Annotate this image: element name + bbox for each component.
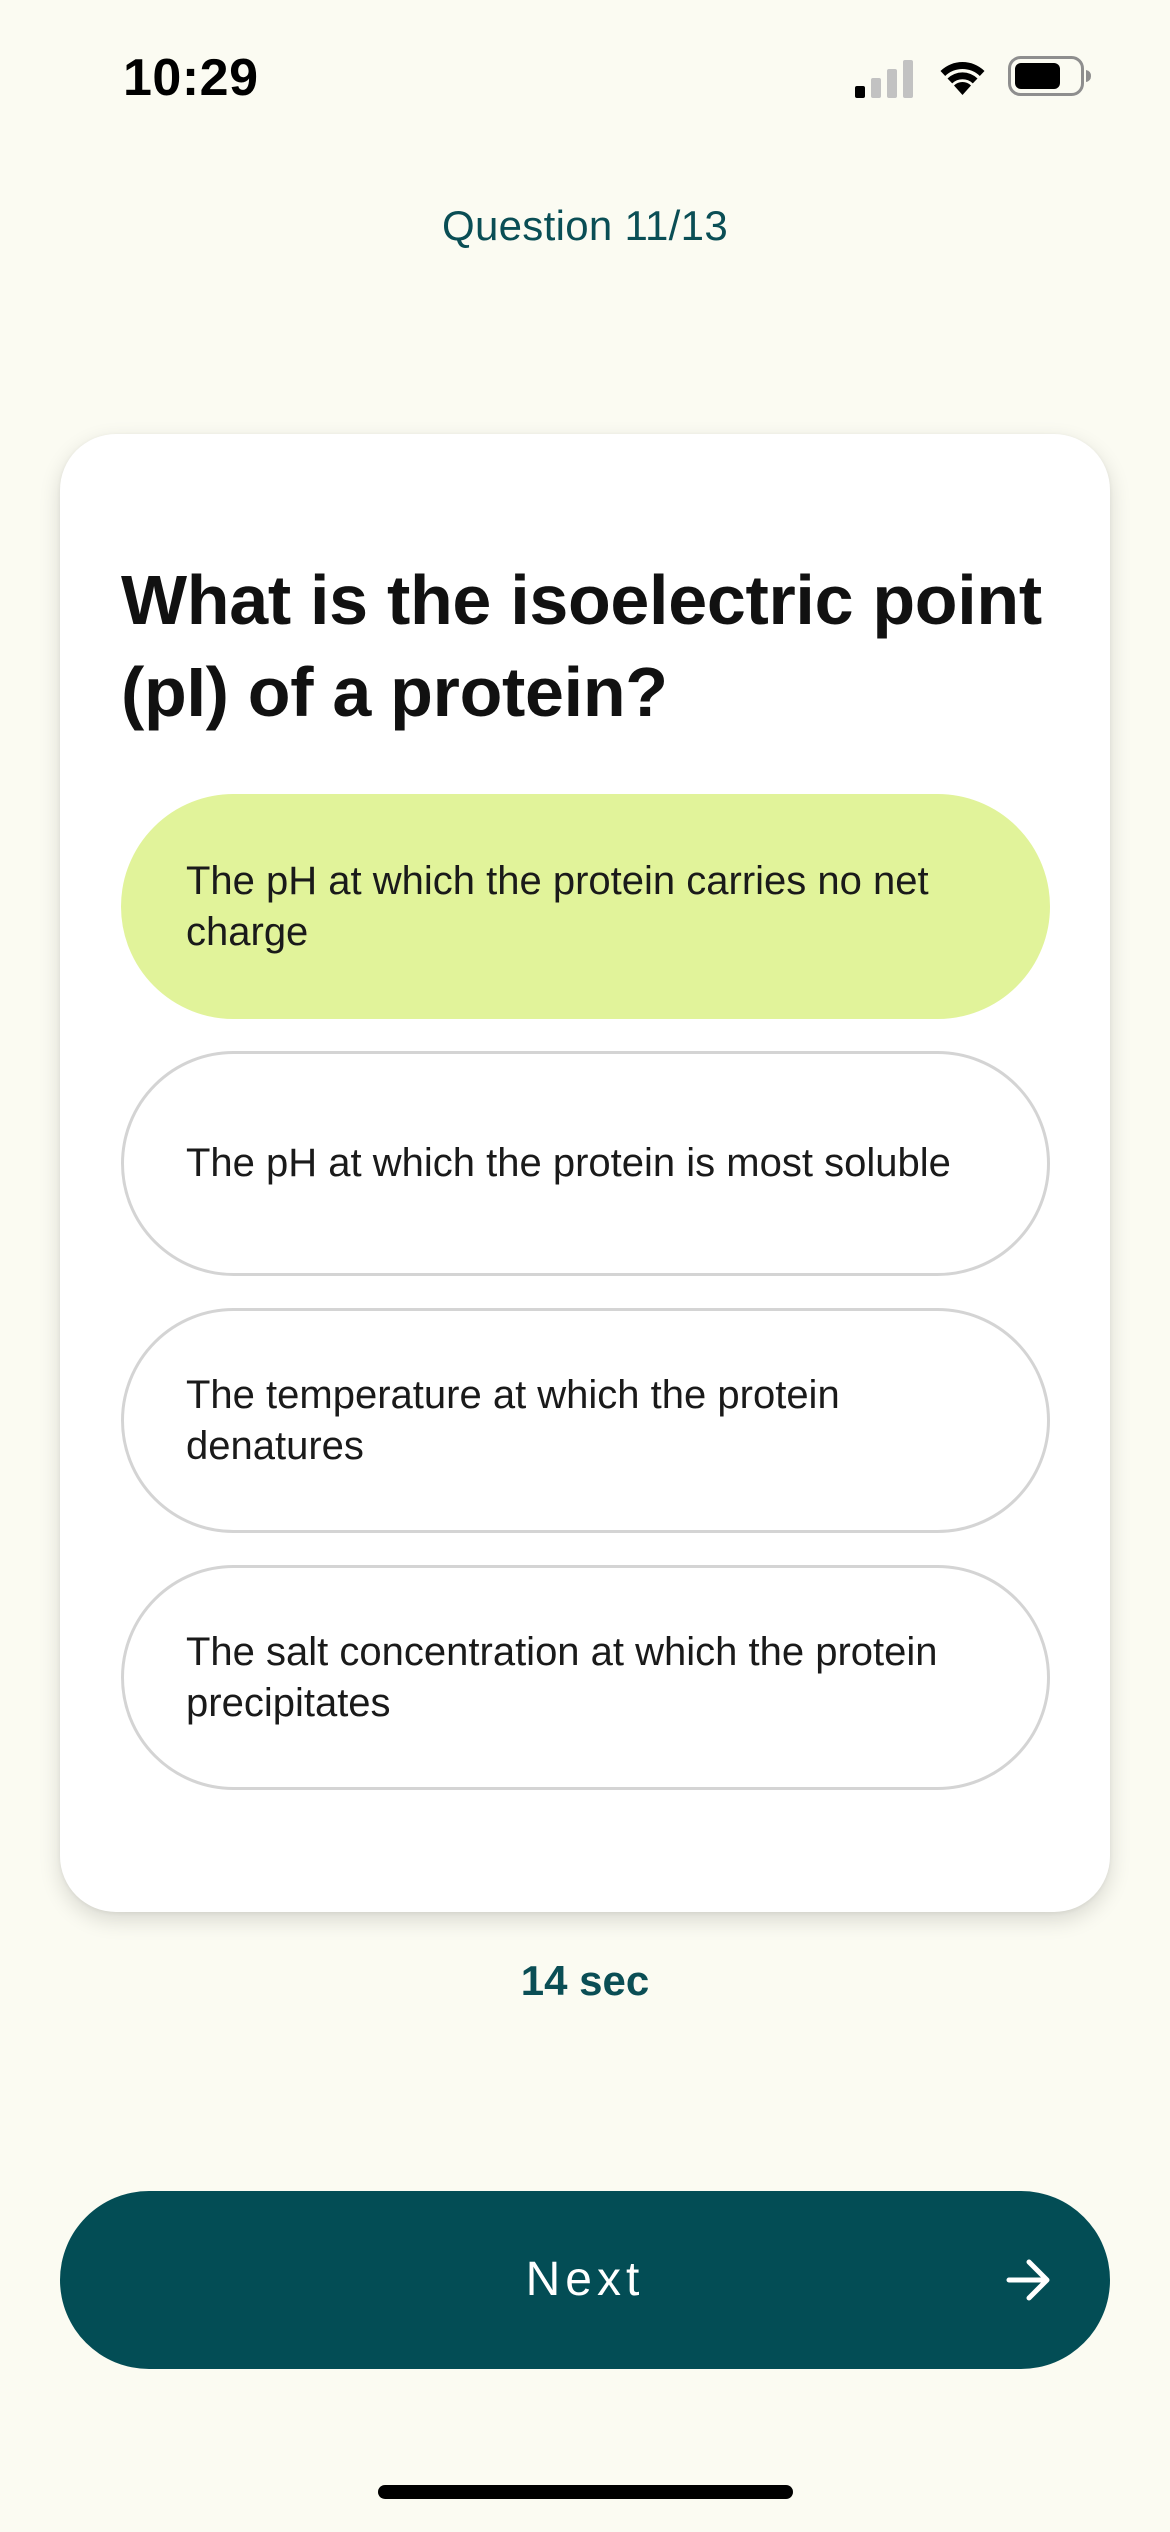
arrow-right-icon bbox=[1005, 2257, 1053, 2303]
battery-icon bbox=[1008, 56, 1092, 98]
status-time: 10:29 bbox=[123, 49, 259, 107]
quiz-card bbox=[60, 434, 1110, 1912]
answer-option-label: The pH at which the protein is most soluble bbox=[186, 1141, 951, 1185]
question-counter: Question 11/13 bbox=[442, 202, 728, 249]
answer-option[interactable] bbox=[121, 1565, 1050, 1790]
countdown-timer: 14 sec bbox=[520, 1957, 650, 2004]
next-button-label: Next bbox=[525, 2253, 645, 2306]
cellular-signal-icon bbox=[855, 58, 915, 98]
answer-option-label: The temperature at which the protein denatures bbox=[186, 1372, 840, 1468]
question-text: What is the isoelectric point (pI) of a protein? bbox=[121, 561, 1042, 731]
answer-option-label: The pH at which the protein carries no net charge bbox=[186, 858, 929, 954]
status-bar bbox=[0, 0, 1170, 150]
next-button[interactable] bbox=[60, 2191, 1110, 2369]
answer-option[interactable] bbox=[121, 1051, 1050, 1276]
answer-option-label: The salt concentration at which the protein precipitates bbox=[186, 1629, 938, 1725]
home-indicator[interactable] bbox=[378, 2485, 793, 2499]
answer-option[interactable] bbox=[121, 794, 1050, 1019]
wifi-icon bbox=[935, 55, 990, 97]
answer-option[interactable] bbox=[121, 1308, 1050, 1533]
